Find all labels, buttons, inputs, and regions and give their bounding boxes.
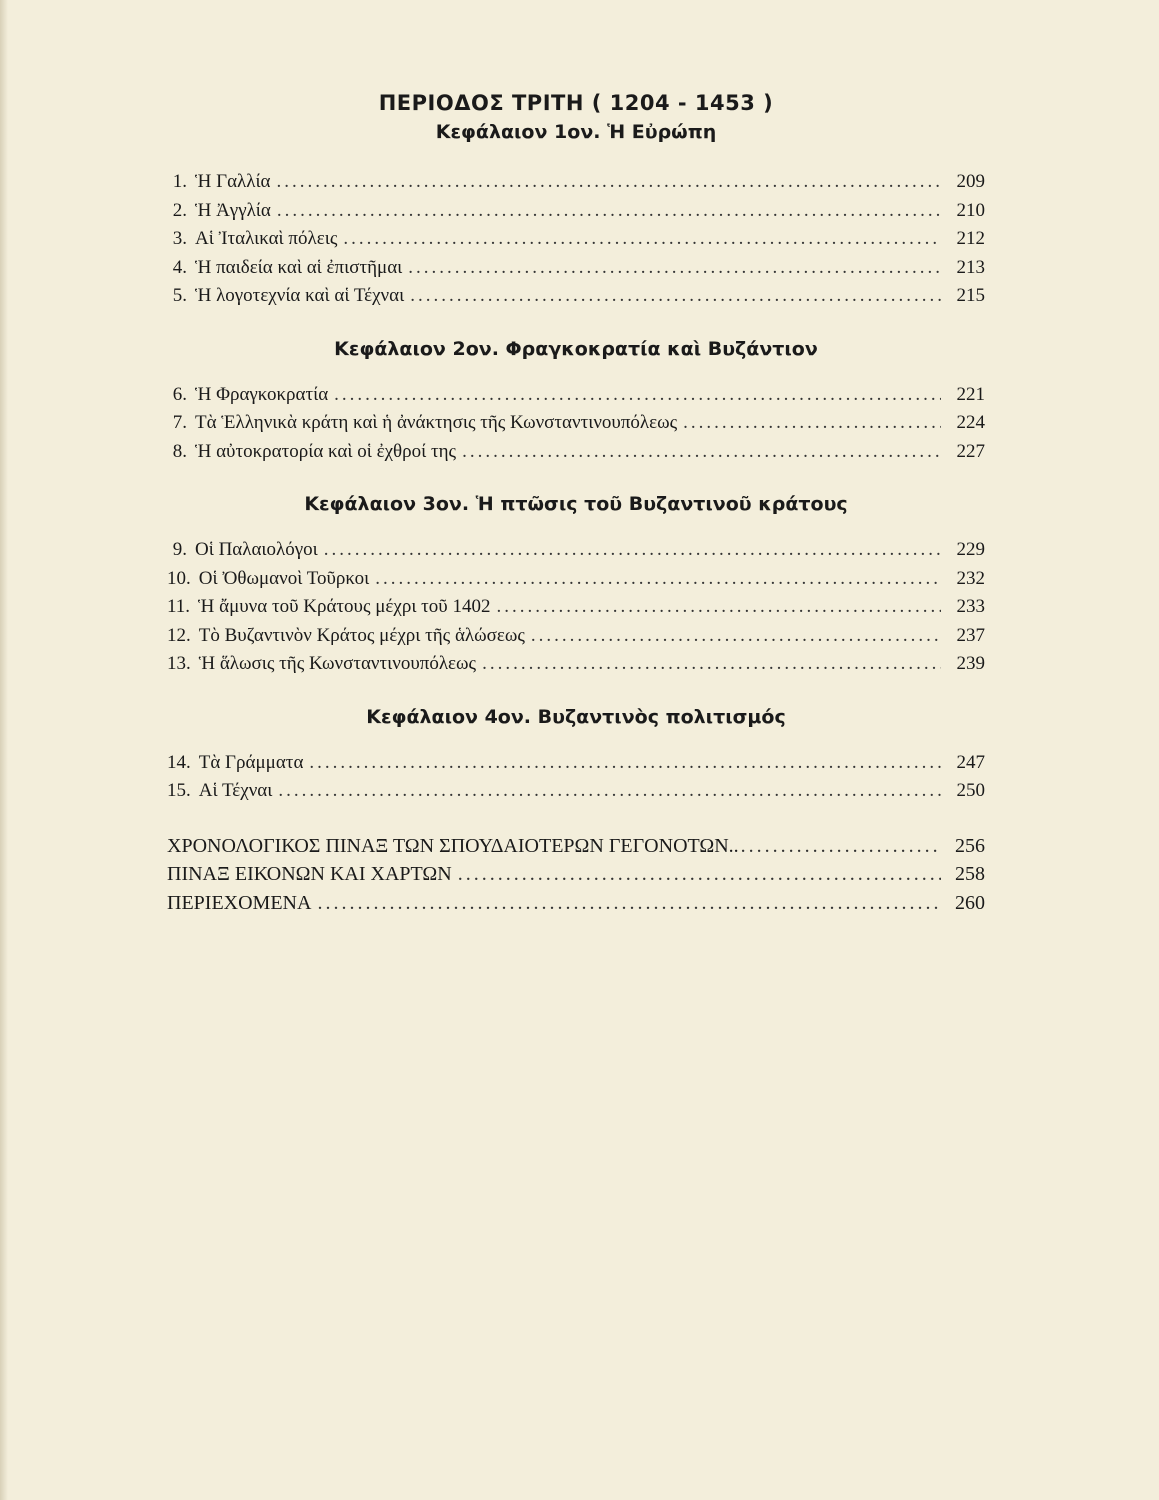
dot-leader <box>458 860 941 889</box>
entry-page: 210 <box>956 199 985 221</box>
toc-entry[interactable] <box>167 409 985 438</box>
dot-leader <box>277 197 941 226</box>
entry-title: Οἱ Παλαιολόγοι <box>195 539 318 560</box>
dot-leader <box>410 282 941 311</box>
entry-number: 2. <box>172 199 187 221</box>
entry-number: 15. <box>167 780 191 801</box>
dot-leader <box>462 438 941 467</box>
toc-entry[interactable] <box>167 381 985 410</box>
dot-leader <box>741 832 941 861</box>
entry-number: 9. <box>172 539 187 560</box>
toc-entry[interactable] <box>167 168 985 197</box>
dot-leader <box>317 889 941 918</box>
entry-title: ΧΡΟΝΟΛΟΓΙΚΟΣ ΠΙΝΑΞ ΤΩΝ ΣΠΟΥΔΑΙΟΤΕΡΩΝ ΓΕΓΟΝΟΤΩΝ.. <box>167 834 739 857</box>
dot-leader <box>408 254 941 283</box>
entry-title: Ἡ Φραγκοκρατία <box>195 383 329 405</box>
appendix-entries <box>167 832 985 918</box>
toc-entry[interactable] <box>167 749 985 778</box>
chapter-1-title: Κεφάλαιον 1ον. Ἡ Εὐρώπη <box>435 121 717 143</box>
entry-title: Ἡ ἅλωσις τῆς Κωνσταντινουπόλεως <box>198 653 477 674</box>
entry-title: Αἱ Τέχναι <box>198 780 273 801</box>
chapter-3-entries <box>167 536 985 679</box>
entry-page: 227 <box>956 440 985 462</box>
entry-number: 5. <box>172 285 187 306</box>
toc-entry[interactable] <box>167 536 985 565</box>
entry-number: 4. <box>172 256 187 278</box>
entry-page: 213 <box>956 256 985 278</box>
toc-entry[interactable] <box>167 832 985 861</box>
entry-page: 258 <box>955 863 985 885</box>
entry-number: 1. <box>172 171 187 192</box>
toc-entry[interactable] <box>167 282 985 311</box>
entry-page: 229 <box>956 539 985 560</box>
entry-number: 3. <box>172 228 187 249</box>
entry-title: Ἡ παιδεία καὶ αἱ ἐπιστῆμαι <box>195 256 403 278</box>
entry-title: Ἡ ἄμυνα τοῦ Κράτους μέχρι τοῦ 1402 <box>198 596 491 617</box>
entry-page: 209 <box>956 171 985 192</box>
dot-leader <box>375 565 941 594</box>
chapter-3-title: Κεφάλαιον 3ον. Ἡ πτῶσις τοῦ Βυζαντινοῦ κράτους <box>304 493 848 515</box>
entry-title: Ἡ αὐτοκρατορία καὶ οἱ ἐχθροί της <box>195 440 457 462</box>
entry-page: 237 <box>956 624 985 646</box>
page-edge-shadow <box>0 0 8 1500</box>
toc-entry[interactable] <box>167 889 985 918</box>
table-of-contents <box>167 88 985 917</box>
toc-entry[interactable] <box>167 860 985 889</box>
entry-number: 7. <box>172 412 187 433</box>
entry-number: 10. <box>167 567 191 589</box>
period-title: ΠΕΡΙΟΔΟΣ ΤΡΙΤΗ ( 1204 - 1453 ) <box>378 91 774 115</box>
chapter-1-entries <box>167 168 985 311</box>
entry-number: 6. <box>172 383 187 405</box>
entry-page: 215 <box>956 285 985 306</box>
toc-entry[interactable] <box>167 593 985 622</box>
entry-page: 233 <box>956 596 985 617</box>
dot-leader <box>496 593 941 622</box>
dot-leader <box>309 749 941 778</box>
toc-entry[interactable] <box>167 438 985 467</box>
entry-page: 256 <box>955 834 985 857</box>
entry-title: Τὰ Ἑλληνικὰ κράτη καὶ ἡ ἀνάκτησις τῆς Κωνσταντινουπόλεως <box>195 412 678 433</box>
toc-entry[interactable] <box>167 622 985 651</box>
dot-leader <box>324 536 941 565</box>
entry-title: Τὸ Βυζαντινὸν Κράτος μέχρι τῆς ἁλώσεως <box>198 624 525 646</box>
chapter-4-title: Κεφάλαιον 4ον. Βυζαντινὸς πολιτισμός <box>366 705 786 728</box>
entry-title: Αἱ Ἰταλικαὶ πόλεις <box>195 228 338 249</box>
entry-title: Οἱ Ὀθωμανοὶ Τοῦρκοι <box>198 567 370 589</box>
dot-leader <box>334 381 941 410</box>
entry-page: 221 <box>956 383 985 405</box>
entry-page: 224 <box>956 412 985 433</box>
entry-title: Ἡ λογοτεχνία καὶ αἱ Τέχναι <box>195 285 405 306</box>
toc-entry[interactable] <box>167 565 985 594</box>
entry-title: ΠΕΡΙΕΧΟΜΕΝΑ <box>167 891 312 914</box>
toc-entry[interactable] <box>167 254 985 283</box>
entry-page: 260 <box>955 891 985 914</box>
entry-number: 12. <box>167 624 191 646</box>
chapter-2-title: Κεφάλαιον 2ον. Φραγκοκρατία καὶ Βυζάντιον <box>334 337 818 360</box>
entry-number: 14. <box>167 751 191 773</box>
chapter-4-entries <box>167 749 985 806</box>
entry-page: 247 <box>956 751 985 773</box>
dot-leader <box>277 168 941 197</box>
toc-entry[interactable] <box>167 197 985 226</box>
entry-page: 232 <box>956 567 985 589</box>
entry-title: ΠΙΝΑΞ ΕΙΚΟΝΩΝ ΚΑΙ ΧΑΡΤΩΝ <box>167 863 452 885</box>
chapter-2-entries <box>167 381 985 467</box>
dot-leader <box>683 409 941 438</box>
entry-page: 239 <box>956 653 985 674</box>
entry-number: 8. <box>172 440 187 462</box>
entry-number: 13. <box>167 653 191 674</box>
dot-leader <box>343 225 941 254</box>
entry-title: Τὰ Γράμματα <box>198 751 304 773</box>
toc-entry[interactable] <box>167 777 985 806</box>
entry-title: Ἡ Ἀγγλία <box>195 199 271 221</box>
dot-leader <box>482 650 941 679</box>
entry-page: 212 <box>956 228 985 249</box>
toc-entry[interactable] <box>167 650 985 679</box>
dot-leader <box>531 622 941 651</box>
entry-number: 11. <box>167 596 191 617</box>
entry-title: Ἡ Γαλλία <box>195 171 271 192</box>
dot-leader <box>278 777 941 806</box>
toc-entry[interactable] <box>167 225 985 254</box>
entry-page: 250 <box>956 780 985 801</box>
